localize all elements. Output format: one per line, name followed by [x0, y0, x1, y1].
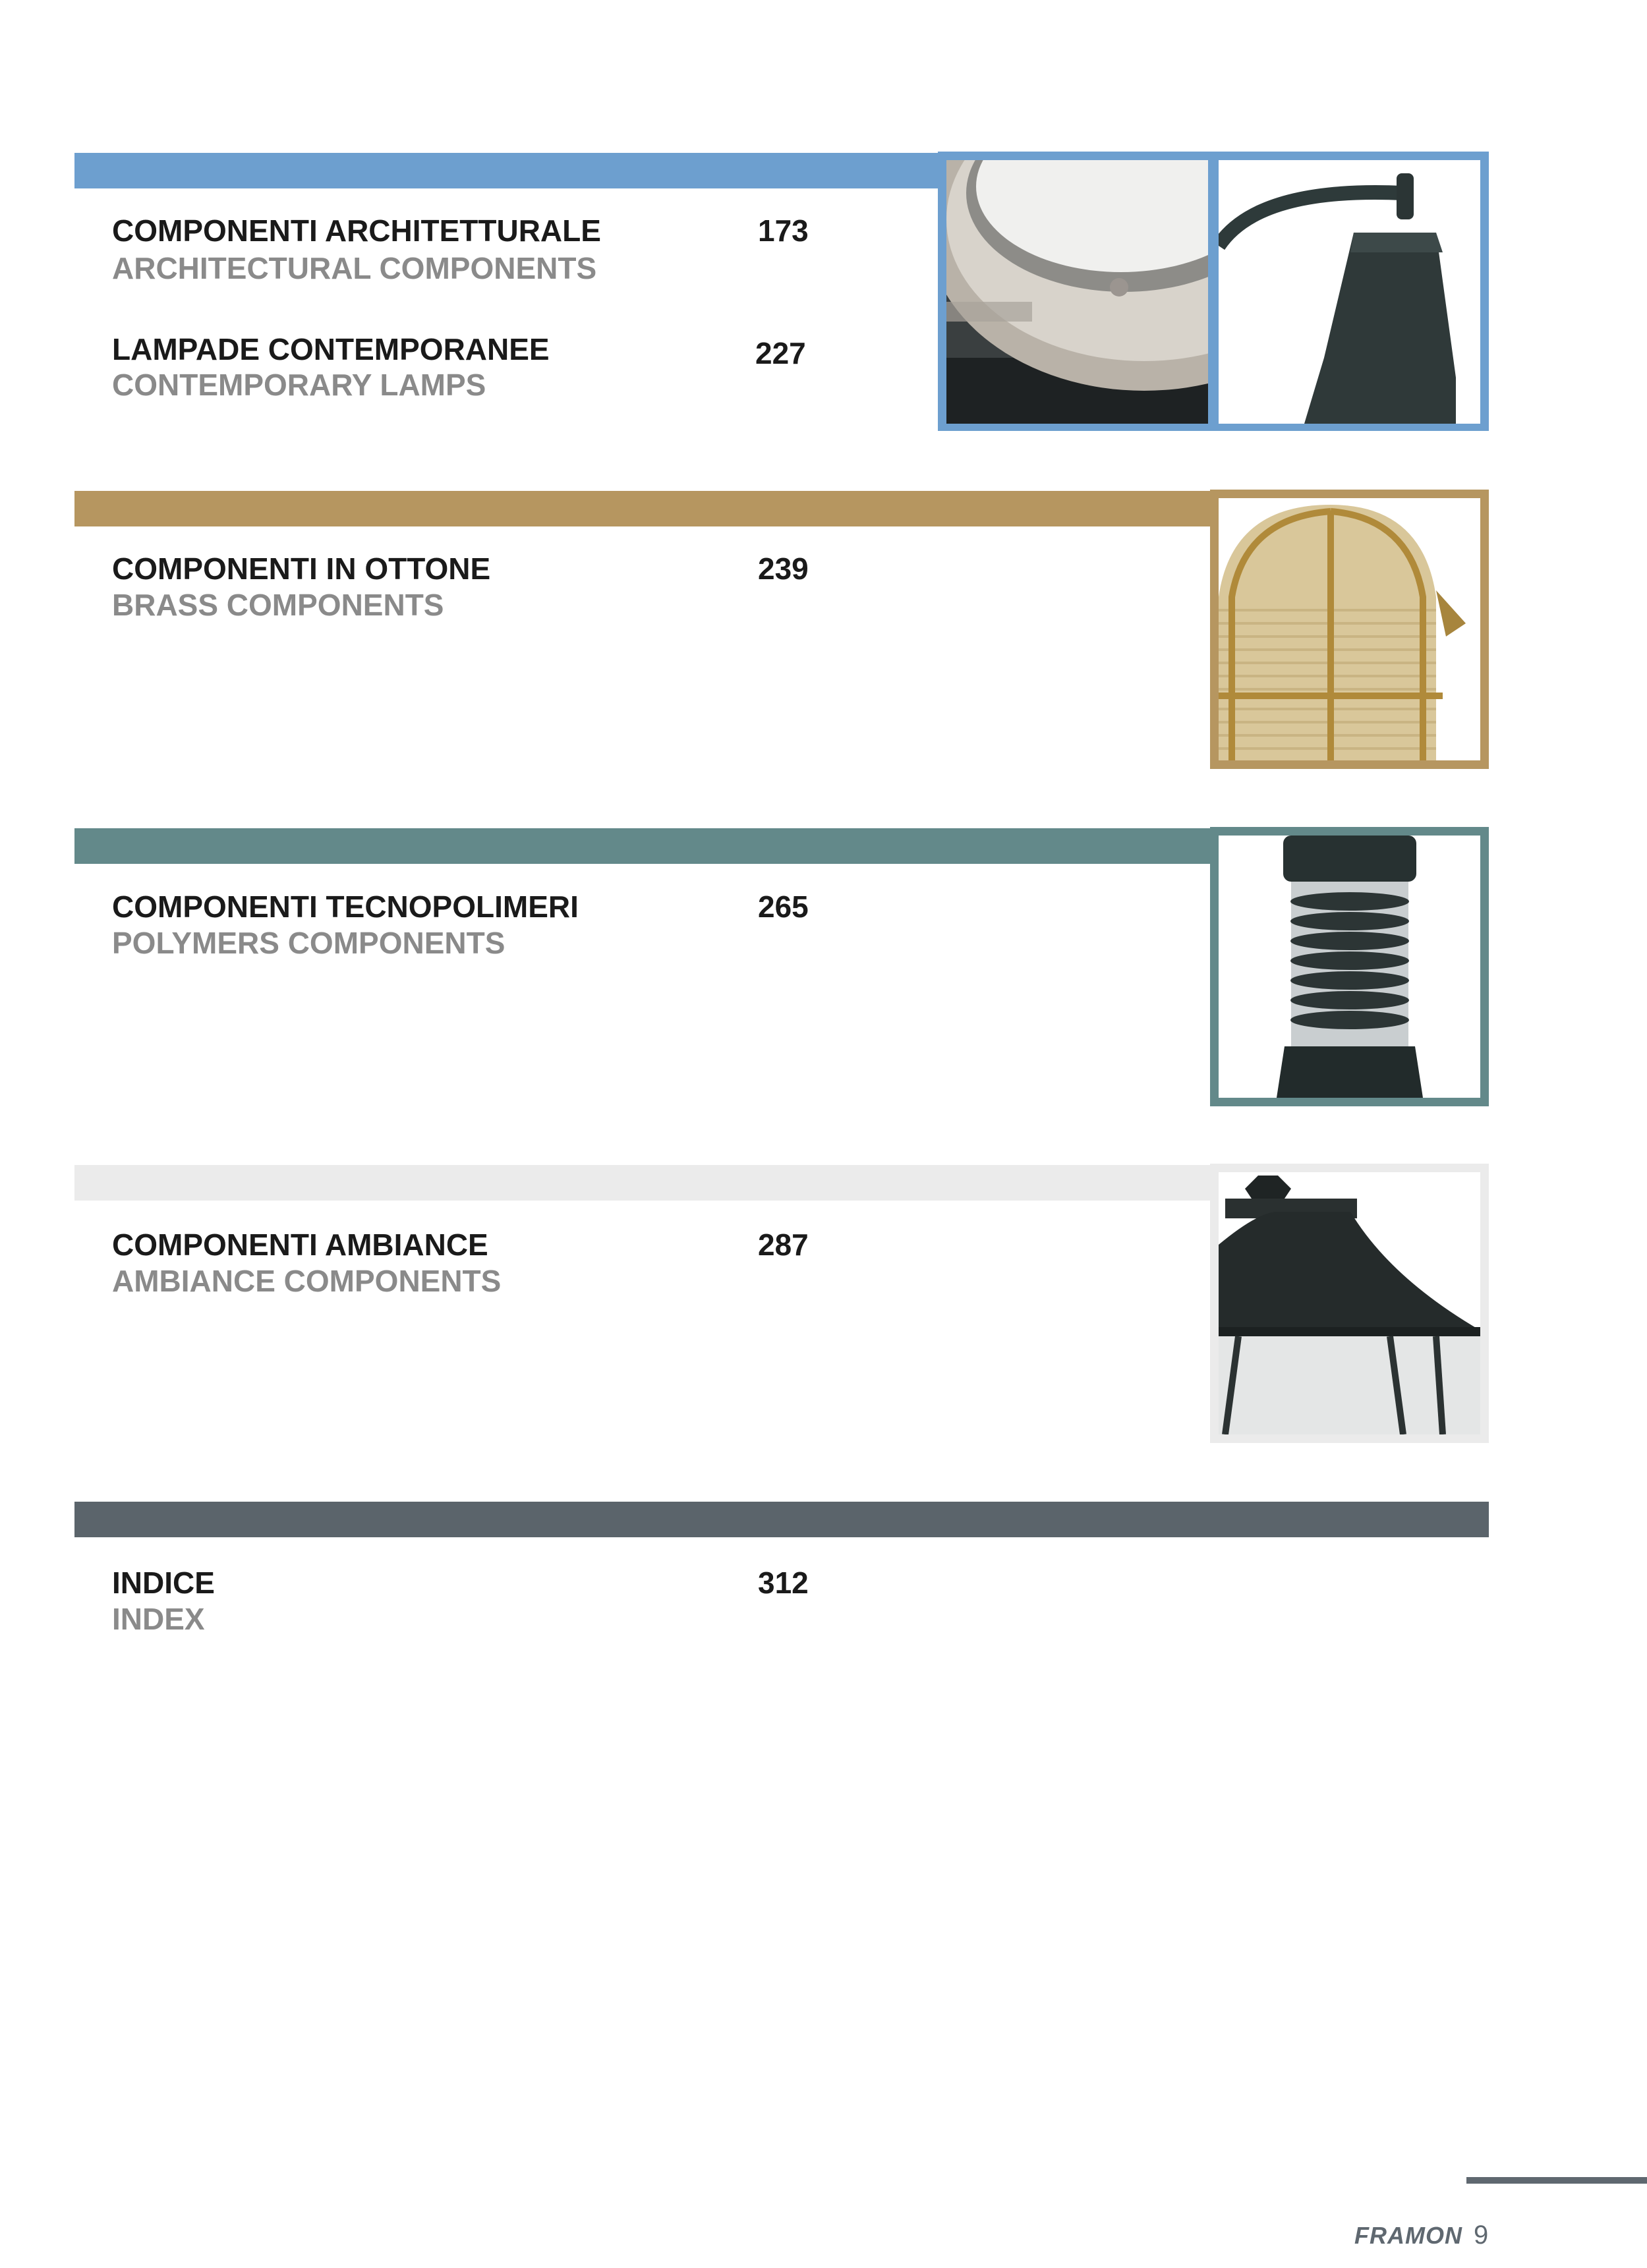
- section-page-number: 265: [758, 890, 809, 924]
- pendant-lamp-image: [1219, 160, 1480, 424]
- section-title-en: CONTEMPORARY LAMPS: [112, 368, 486, 402]
- section-page-number: 287: [758, 1228, 809, 1262]
- section-title-it: COMPONENTI AMBIANCE: [112, 1228, 488, 1262]
- section-title-en: ARCHITECTURAL COMPONENTS: [112, 251, 597, 285]
- section-page-number: 227: [755, 336, 806, 370]
- footer-rule: [1466, 2177, 1647, 2184]
- brass-bulkhead-lamp-image: [1210, 490, 1489, 769]
- section-band-ambiance: [74, 1165, 1236, 1201]
- recessed-ground-light-image: [946, 160, 1208, 424]
- section-title-en: POLYMERS COMPONENTS: [112, 926, 506, 960]
- section-band-brass: [74, 491, 1236, 526]
- page-number: 9: [1474, 2221, 1489, 2250]
- section-title-it: COMPONENTI IN OTTONE: [112, 552, 491, 586]
- section-title-en: INDEX: [112, 1602, 205, 1636]
- section-title-en: BRASS COMPONENTS: [112, 588, 444, 622]
- lantern-lamp-image: [1210, 1164, 1489, 1443]
- section-title-it: COMPONENTI ARCHITETTURALE: [112, 213, 601, 248]
- section-page-number: 312: [758, 1566, 809, 1600]
- polymer-bollard-lamp-image: [1210, 827, 1489, 1106]
- section-page-number: 173: [758, 213, 809, 248]
- brand-logo: FRAMON: [1354, 2222, 1462, 2249]
- section-title-it: LAMPADE CONTEMPORANEE: [112, 332, 550, 366]
- section-title-en: AMBIANCE COMPONENTS: [112, 1264, 502, 1298]
- section-band-polymers: [74, 828, 1236, 864]
- section-title-it: INDICE: [112, 1566, 215, 1600]
- section-title-it: COMPONENTI TECNOPOLIMERI: [112, 890, 579, 924]
- section-band-index: [74, 1502, 1489, 1537]
- section-page-number: 239: [758, 552, 809, 586]
- section-band-architectural: [74, 153, 964, 188]
